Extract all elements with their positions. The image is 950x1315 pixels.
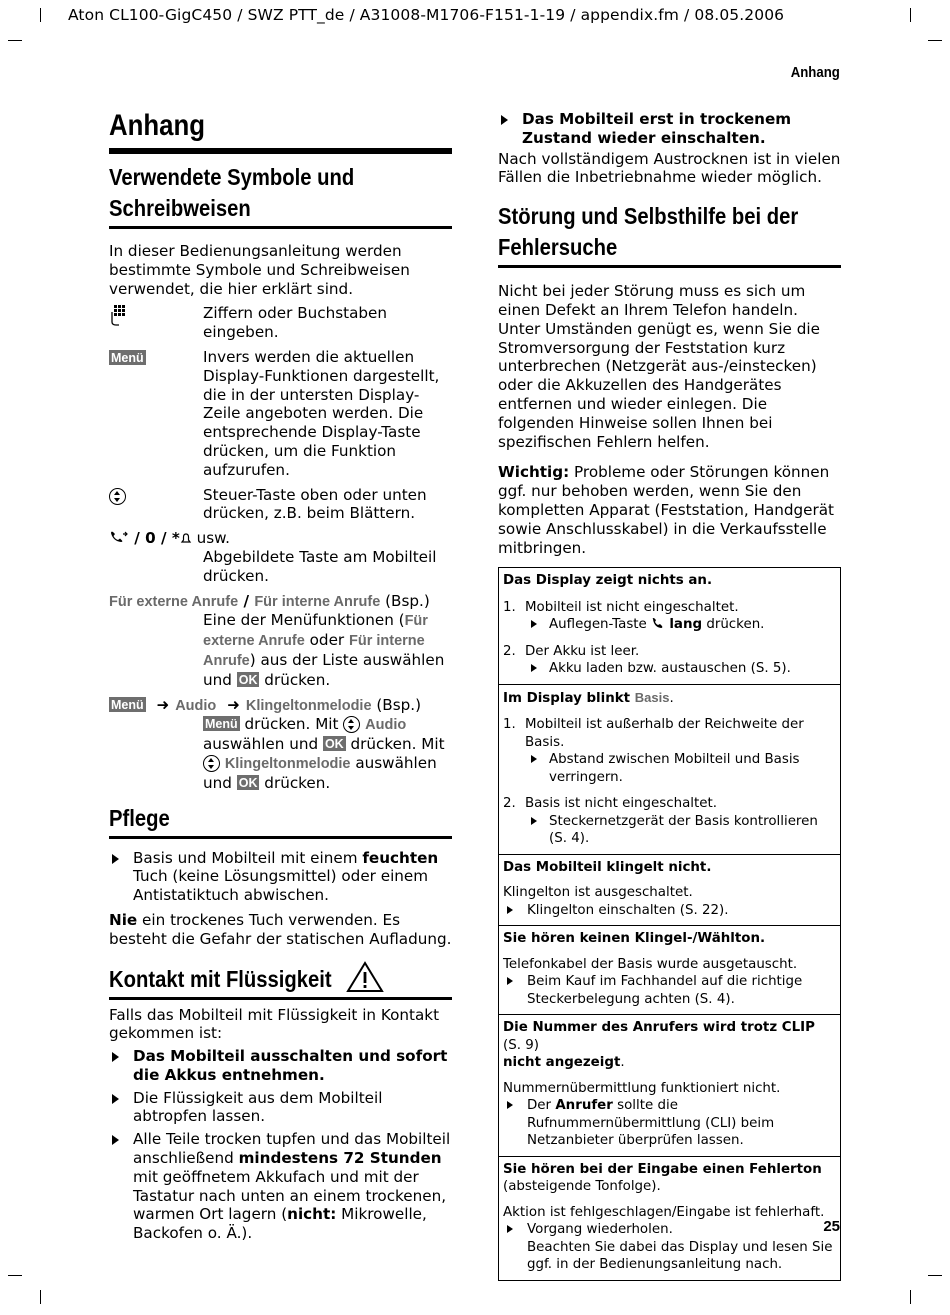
trouble-heading: Störung und Selbsthilfe bei der Fehlersuche [498, 201, 841, 268]
trouble-cell-basis-blink: Im Display blinkt Basis. 1. Mobilteil ist außerhalb der Reichweite der Basis. Abstand zwischen Mobilteil und Basis verringern. 2. Basis ist nicht eingeschaltet. Steckernetzgerät der Basis kontrollieren (S. 4). [499, 684, 840, 854]
page-title: Anhang [109, 108, 452, 154]
care-heading: Pflege [109, 803, 452, 839]
liquid-heading: Kontakt mit Flüssigkeit [109, 961, 452, 1000]
list-item: Die Flüssigkeit aus dem Mobilteil abtropfen lassen. [109, 1089, 452, 1127]
navigation-key-icon [109, 488, 126, 505]
trouble-cell-no-ring: Das Mobilteil klingelt nicht. Klingelton ist ausgeschaltet. Klingelton einschalten (S. 22). [499, 854, 840, 926]
crop-mark [928, 1275, 942, 1276]
trouble-cell-clip: Die Nummer des Anrufers wird trotz CLIP (S. 9) nicht angezeigt. Nummernübermittlung funktioniert nicht. Der Anrufer sollte die Rufnummernübermittlung (CLI) beim Netzanbieter überprüfen lassen. [499, 1014, 840, 1156]
menu-function-description: Eine der Menüfunktionen (Für externe Anrufe oder Für interne Anrufe) aus der Liste auswählen und OK drücken. [203, 611, 445, 689]
symbol-row-keypad [109, 304, 452, 342]
crop-mark [8, 40, 22, 41]
crop-mark [40, 8, 41, 22]
crop-mark [910, 1290, 911, 1304]
end-call-icon [651, 617, 665, 629]
liquid-intro: Falls das Mobilteil mit Flüssigkeit in Kontakt gekommen ist: [109, 1005, 440, 1043]
trouble-cell-display: Das Display zeigt nichts an. 1. Mobilteil ist nicht eingeschaltet. Auflegen-Taste lang drücken. 2. Der Akku ist leer. Akku laden bzw. austauschen (S. 5). [499, 568, 840, 684]
left-column [109, 108, 452, 1243]
page-number: 25 [823, 1218, 840, 1235]
crop-mark [910, 8, 911, 22]
trouble-cell-error-tone: Sie hören bei der Eingabe einen Fehlerton (absteigende Tonfolge). Aktion ist fehlgeschlagen/Eingabe ist fehlerhaft. Vorgang wiederholen. Beachten Sie dabei das Display und lesen Sie ggf. in der Bedienungsanleitung nach. [499, 1156, 840, 1280]
keypad-description: Ziffern oder Buchstaben eingeben. [203, 304, 388, 342]
care-warning: Nie ein trockenes Tuch verwenden. Es besteht die Gefahr der statischen Aufladung. [109, 910, 452, 948]
nav-description: Steuer-Taste oben oder unten drücken, z.B. beim Blättern. [203, 485, 427, 523]
menu-function-line: Für externe Anrufe / Für interne Anrufe (Bsp.) [109, 591, 430, 610]
crop-mark [928, 40, 942, 41]
navigation-key-icon [203, 755, 220, 772]
navigation-key-icon [343, 716, 360, 733]
troubleshooting-table [498, 567, 841, 1281]
keys-line: / 0 / * usw. [109, 529, 452, 548]
menu-description: Invers werden die aktuellen Display-Funktionen dargestellt, die in der untersten Display-Zeile angeboten werden. Die entsprechende Display-Taste drücken, um die Funktion aufzurufen. [203, 347, 440, 479]
dry-list [498, 110, 841, 148]
list-item: Basis und Mobilteil mit einem feuchten Tuch (keine Lösungsmittel) oder einem Antistatiktuch abwischen. [109, 849, 452, 905]
keypad-icon [109, 304, 129, 326]
file-info-header: Aton CL100-GigC450 / SWZ PTT_de / A31008-M1706-F151-1-19 / appendix.fm / 08.05.2006 [68, 6, 785, 24]
warning-icon [346, 961, 384, 993]
keys-description: Abgebildete Taste am Mobilteil drücken. [203, 547, 437, 585]
running-head: Anhang [790, 64, 840, 81]
crop-mark [40, 1290, 41, 1304]
menu-path-description: Menü drücken. Mit Audio auswählen und OK drücken. Mit Klingeltonmelodie auswählen und OK drücken. [203, 715, 445, 792]
trouble-intro: Nicht bei jeder Störung muss es sich um einen Defekt an Ihrem Telefon handeln. Unter Umständen genügt es, wenn Sie die Stromversorgung der Feststation kurz unterbrechen (Netzgerät aus-/einstecken) oder die Akkuzellen des Handgerätes entfernen und wieder einlegen. Die folgenden Hinweise sollen Ihnen bei spezifischen Fehlern helfen. [498, 282, 820, 451]
menu-path-line: Menü ➜ Audio ➜ Klingeltonmelodie (Bsp.) [111, 695, 421, 714]
right-column [498, 110, 841, 1281]
liquid-list [109, 1047, 452, 1243]
dry-after: Nach vollständigem Austrocknen ist in vielen Fällen die Inbetriebnahme wieder möglich. [498, 149, 841, 187]
symbol-row-menu [109, 348, 452, 480]
trouble-cell-no-dialtone: Sie hören keinen Klingel-/Wählton. Telefonkabel der Basis wurde ausgetauscht. Beim Kauf im Fachhandel auf die richtige Steckerbelegung achten (S. 4). [499, 925, 840, 1014]
menu-key: Menü [111, 697, 144, 712]
menu-key: Menü [111, 350, 144, 365]
symbol-row-nav [109, 486, 452, 524]
crop-mark [8, 1275, 22, 1276]
ok-key: OK [238, 672, 258, 687]
symbols-heading: Verwendete Symbole und Schreibweisen [109, 162, 452, 229]
important-note: Wichtig: Probleme oder Störungen können ggf. nur behoben werden, wenn Sie den kompletten Apparat (Feststation, Handgerät sowie Anschlusskabel) in die Verkaufsstelle mitbringen. [498, 463, 835, 557]
ringer-off-icon [180, 532, 192, 544]
call-key-icon [109, 530, 129, 544]
symbols-intro: In dieser Bedienungsanleitung werden bestimmte Symbole und Schreibweisen verwendet, die hier erklärt sind. [109, 242, 410, 298]
list-item: Das Mobilteil erst in trockenem Zustand wieder einschalten. [498, 110, 841, 148]
care-list [109, 849, 452, 905]
list-item: Das Mobilteil ausschalten und sofort die Akkus entnehmen. [109, 1047, 452, 1085]
list-item: Alle Teile trocken tupfen und das Mobilteil anschließend mindestens 72 Stunden mit geöffnetem Akkufach und mit der Tastatur nach unten an einem trockenen, warmen Ort lagern (nicht: Mikrowelle, Backofen o. Ä.). [109, 1130, 452, 1243]
